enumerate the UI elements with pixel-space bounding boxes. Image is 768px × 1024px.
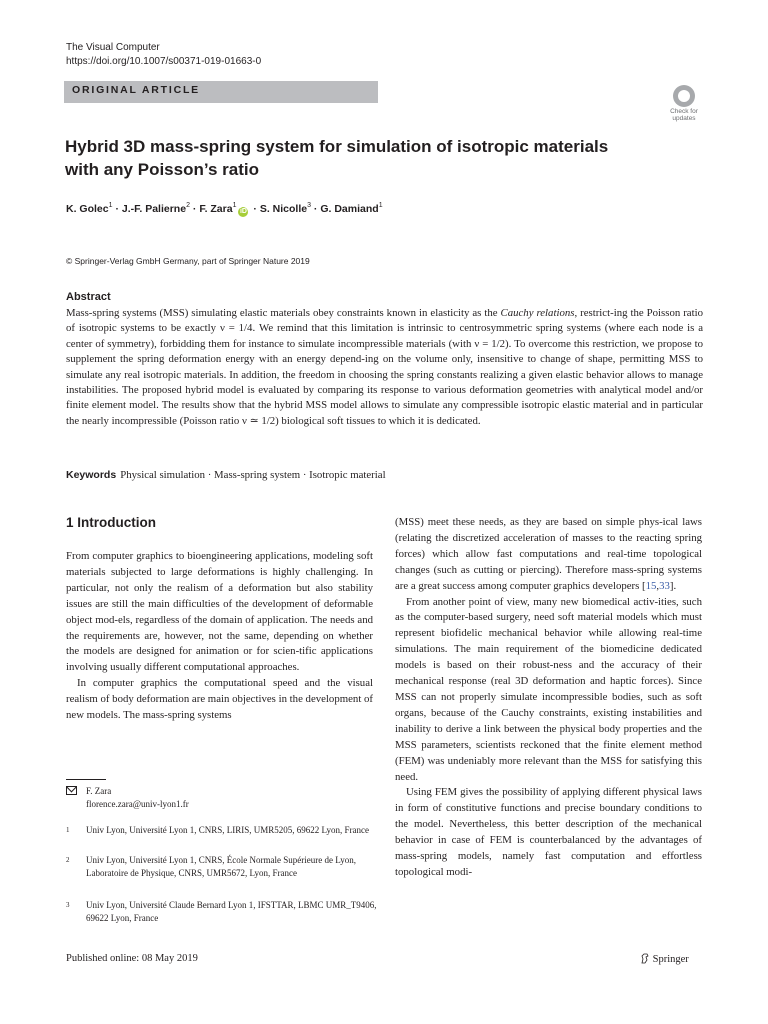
- author-affiliation: 1: [378, 202, 383, 209]
- abstract-heading: Abstract: [66, 291, 111, 303]
- author-name[interactable]: K. Golec: [66, 203, 109, 215]
- author-name[interactable]: F. Zara: [199, 203, 233, 215]
- author-name[interactable]: J.-F. Palierne: [121, 203, 187, 215]
- affiliation-text: Univ Lyon, Université Lyon 1, CNRS, École Normale Supérieure de Lyon, Laboratoire de Physique, CNRS, UMR5672, Lyon, France: [86, 855, 356, 878]
- citation-link[interactable]: 33: [659, 579, 670, 592]
- publisher-name: Springer: [652, 954, 689, 965]
- affiliation-1: [66, 824, 386, 852]
- affiliation-number: 3: [66, 901, 70, 909]
- column-left: [66, 549, 373, 724]
- affiliation-2: [66, 854, 386, 894]
- abstract-part-1: Mass-spring systems (MSS) simulating elastic materials obey constraints known in elasticity as the: [66, 307, 501, 319]
- author-name[interactable]: G. Damiand: [320, 203, 379, 215]
- check-updates-icon: [673, 85, 695, 107]
- envelope-icon: [66, 786, 77, 795]
- publisher-logo[interactable]: [640, 953, 689, 965]
- keywords-label: Keywords: [66, 469, 117, 481]
- paragraph: Using FEM gives the possibility of applying different physical laws in form of constitutive functions and precise boundary conditions to the model. Nevertheless, this better description of the mechanical behavior in case of FEM is counterbalanced by the advantages of mass-spring models, namely fast computation and effortless topological modi-: [395, 786, 702, 878]
- affiliation-number: 1: [66, 826, 70, 834]
- title-line-1: Hybrid 3D mass-spring system for simulation of isotropic materials: [65, 137, 609, 156]
- journal-header: [66, 41, 261, 69]
- paragraph: From another point of view, many new biomedical activ-ities, such as the computer-based surgery, need soft material models which must represent biofidelic mechanical behavior while allowing real-time simulations. The main requirement of the biomedicine dedicated models is based on their robust-ness and the accuracy of their mechanical response (real 3D deformation and haptic forces). Since MSS can not properly simulate incompressible bodies, such as soft organs, because of the Cauchy constraints, existing instabilities and inability to derive a link between the physical body properties and the MSS parameters, scientists reckoned that the finite element method (FEM) was undeniably more relevant than the MSS for satisfying this need.: [395, 595, 702, 783]
- affiliation-text: Univ Lyon, Université Claude Bernard Lyon 1, IFSTTAR, LBMC UMR_T9406, 69622 Lyon, France: [86, 900, 377, 923]
- paragraph: [395, 515, 702, 595]
- author-affiliation: 3: [307, 202, 311, 209]
- section-heading-introduction: 1 Introduction: [66, 515, 156, 530]
- keywords-text: Physical simulation · Mass-spring system · Isotropic material: [120, 469, 386, 481]
- contact-email[interactable]: florence.zara@univ-lyon1.fr: [86, 799, 189, 809]
- author-affiliation: 2: [186, 202, 190, 209]
- affiliation-text: Univ Lyon, Université Lyon 1, CNRS, LIRIS, UMR5205, 69622 Lyon, France: [86, 825, 369, 835]
- springer-horse-icon: [640, 953, 650, 964]
- paragraph-text: (MSS) meet these needs, as they are based on simple phys-ical laws (relating the discretized acceleration of masses to the reacting spring forces) which allow fast computations and real-time topological changes (such as cutting or piercing). Therefore mass-spring systems are a great success among computer graphics developers [: [395, 516, 702, 592]
- author-name[interactable]: S. Nicolle: [259, 203, 308, 215]
- article-title: [65, 135, 665, 181]
- author-separator: ·: [192, 203, 197, 215]
- paragraph-text: ].: [669, 579, 677, 592]
- journal-name: The Visual Computer: [66, 42, 160, 53]
- paragraph: From computer graphics to bioengineering applications, modeling soft materials subjected to large deformations is highly challenging. In particular, not only the realism of a deformation but also stability issues are still the main difficulties of the development of deformable object mod-els, regardless of the domain of application. The needs and the requirements are, however, not the same, depending on whether the models are designed for animation or for scien-tific applications involving usually different computational approaches.: [66, 550, 373, 674]
- abstract-emphasis: Cauchy relations: [500, 307, 575, 319]
- author-list: [66, 202, 383, 217]
- paragraph: In computer graphics the computational speed and the visual realism of body deformation are main objectives in the development of new models. The mass-spring systems: [66, 677, 374, 722]
- check-for-updates-badge[interactable]: [665, 85, 703, 125]
- citation-link[interactable]: 15: [645, 579, 657, 592]
- copyright-notice: © Springer-Verlag GmbH Germany, part of Springer Nature 2019: [66, 256, 310, 266]
- column-right: [395, 515, 702, 881]
- author-affiliation: 1: [232, 202, 237, 209]
- author-separator: ·: [115, 203, 119, 215]
- author-affiliation: 1: [108, 202, 113, 209]
- corresponding-author: [66, 785, 386, 815]
- article-type-banner: [64, 81, 378, 103]
- orcid-icon[interactable]: iD: [239, 208, 247, 215]
- keywords: [66, 469, 386, 481]
- check-updates-line1: Check for: [670, 108, 698, 115]
- author-separator: ·: [253, 203, 257, 215]
- abstract-part-2: , restrict-ing the Poisson ratio of isotropic systems to be exactly ν = 1/4. We remind that this limitation is intrinsic to centrosymmetric spring systems (where each node is a center of symmetry), forbidding them for instance to simulate incompressible materials (with ν = 1/2). To overcome this restriction, we propose to supplement the spring deformation energy with an energy depend-ing on the volume only, insensitive to change of shape, permitting MSS to simulate any real isotropic materials. In addition, the freedom in choosing the spring constants realizing a given elastic behavior allows to manage instabilities. The proposed hybrid model is evaluated by comparing its response to various deformation geometries with analytical model and/or finite element model. The results show that the hybrid MSS model allows to simulate any compressible isotropic elastic material and in particular the nearly incompressible (Poisson ratio ν ≃ 1/2) biological soft tissues to which it is dedicated.: [66, 307, 703, 427]
- footnote-rule: [66, 779, 106, 780]
- abstract-text: [66, 306, 703, 429]
- contact-name: F. Zara: [86, 786, 112, 796]
- check-updates-line2: updates: [672, 115, 696, 122]
- doi-link[interactable]: https://doi.org/10.1007/s00371-019-01663-0: [66, 56, 262, 67]
- article-type-label: ORIGINAL ARTICLE: [72, 84, 200, 96]
- citation-separator: ,: [656, 579, 660, 592]
- title-line-2: with any Poisson’s ratio: [65, 160, 259, 179]
- affiliation-3: [66, 899, 386, 927]
- author-separator: ·: [313, 203, 318, 215]
- affiliation-number: 2: [66, 856, 70, 864]
- published-date: Published online: 08 May 2019: [66, 953, 198, 964]
